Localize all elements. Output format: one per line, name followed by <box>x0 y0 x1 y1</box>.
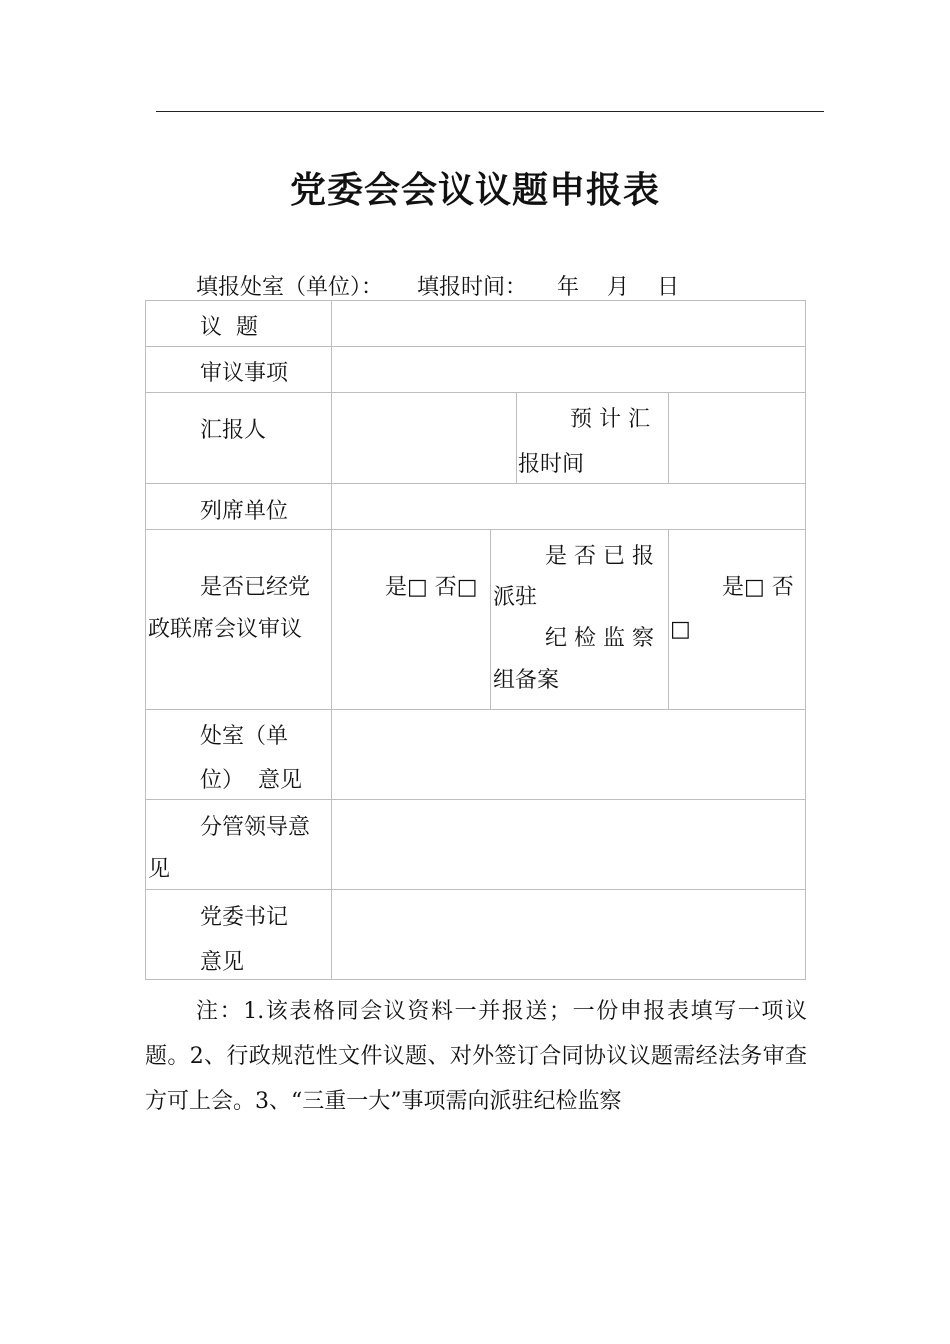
dept-opinion-label-line1: 处室（单 <box>200 724 289 749</box>
secretary-opinion-label-line2: 意见 <box>200 950 245 975</box>
secretary-opinion-input-cell[interactable] <box>331 889 806 980</box>
review-items-input-cell[interactable] <box>331 346 806 393</box>
document-title: 党委会会议议题申报表 <box>289 169 660 211</box>
dept-opinion-input-cell[interactable] <box>331 709 806 800</box>
topic-input-cell[interactable] <box>331 300 806 347</box>
footnote-text: 注：1.该表格同会议资料一并报送；一份申报表填写一项议题。2、行政规范性文件议题、对外签订合同协议议题需经法务审查方可上会。3、“三重一大”事项需向派驻纪检监察 <box>145 999 807 1114</box>
joint-meeting-label-line1: 是否已经党 <box>200 575 311 600</box>
filed-label-line1: 是 否 已 报 <box>545 544 654 569</box>
day-label: 日 <box>657 275 680 300</box>
unit-label: 填报处室（单位）： <box>196 275 384 300</box>
filed-yes-no-line2[interactable]: □ <box>670 617 691 642</box>
month-label: 月 <box>607 275 630 300</box>
topic-label: 议 题 <box>200 315 258 340</box>
est-time-label-line1: 预 计 汇 <box>570 407 650 432</box>
secretary-opinion-label-line1: 党委书记 <box>200 905 289 930</box>
filed-yes-no-line1[interactable]: 是□ 否 <box>722 575 794 600</box>
attendees-input-cell[interactable] <box>331 483 806 530</box>
attendees-label: 列席单位 <box>200 499 289 524</box>
leader-opinion-label-line1: 分管领导意 <box>200 815 311 840</box>
joint-meeting-choice-cell[interactable] <box>331 529 491 710</box>
filed-label-line2: 派驻 <box>493 585 538 610</box>
reporter-input-cell[interactable] <box>331 392 517 484</box>
header-rule <box>156 111 824 112</box>
time-label: 填报时间： <box>417 275 528 300</box>
review-items-label: 审议事项 <box>200 361 289 386</box>
est-time-input-cell[interactable] <box>668 392 806 484</box>
est-time-label-line2: 报时间 <box>518 452 585 477</box>
leader-opinion-input-cell[interactable] <box>331 799 806 890</box>
footnote <box>145 989 807 1124</box>
filed-label-line4: 组备案 <box>493 668 560 693</box>
dept-opinion-label-line2: 位） 意见 <box>200 768 302 793</box>
joint-meeting-yes-no[interactable]: 是□ 否□ <box>385 575 478 600</box>
form-meta-line <box>196 270 679 301</box>
filed-label-line3: 纪 检 监 察 <box>545 626 654 651</box>
joint-meeting-label-line2: 政联席会议审议 <box>148 617 303 642</box>
application-form-table <box>145 300 806 980</box>
reporter-label: 汇报人 <box>200 418 267 443</box>
year-label: 年 <box>557 275 580 300</box>
leader-opinion-label-line2: 见 <box>148 857 171 882</box>
